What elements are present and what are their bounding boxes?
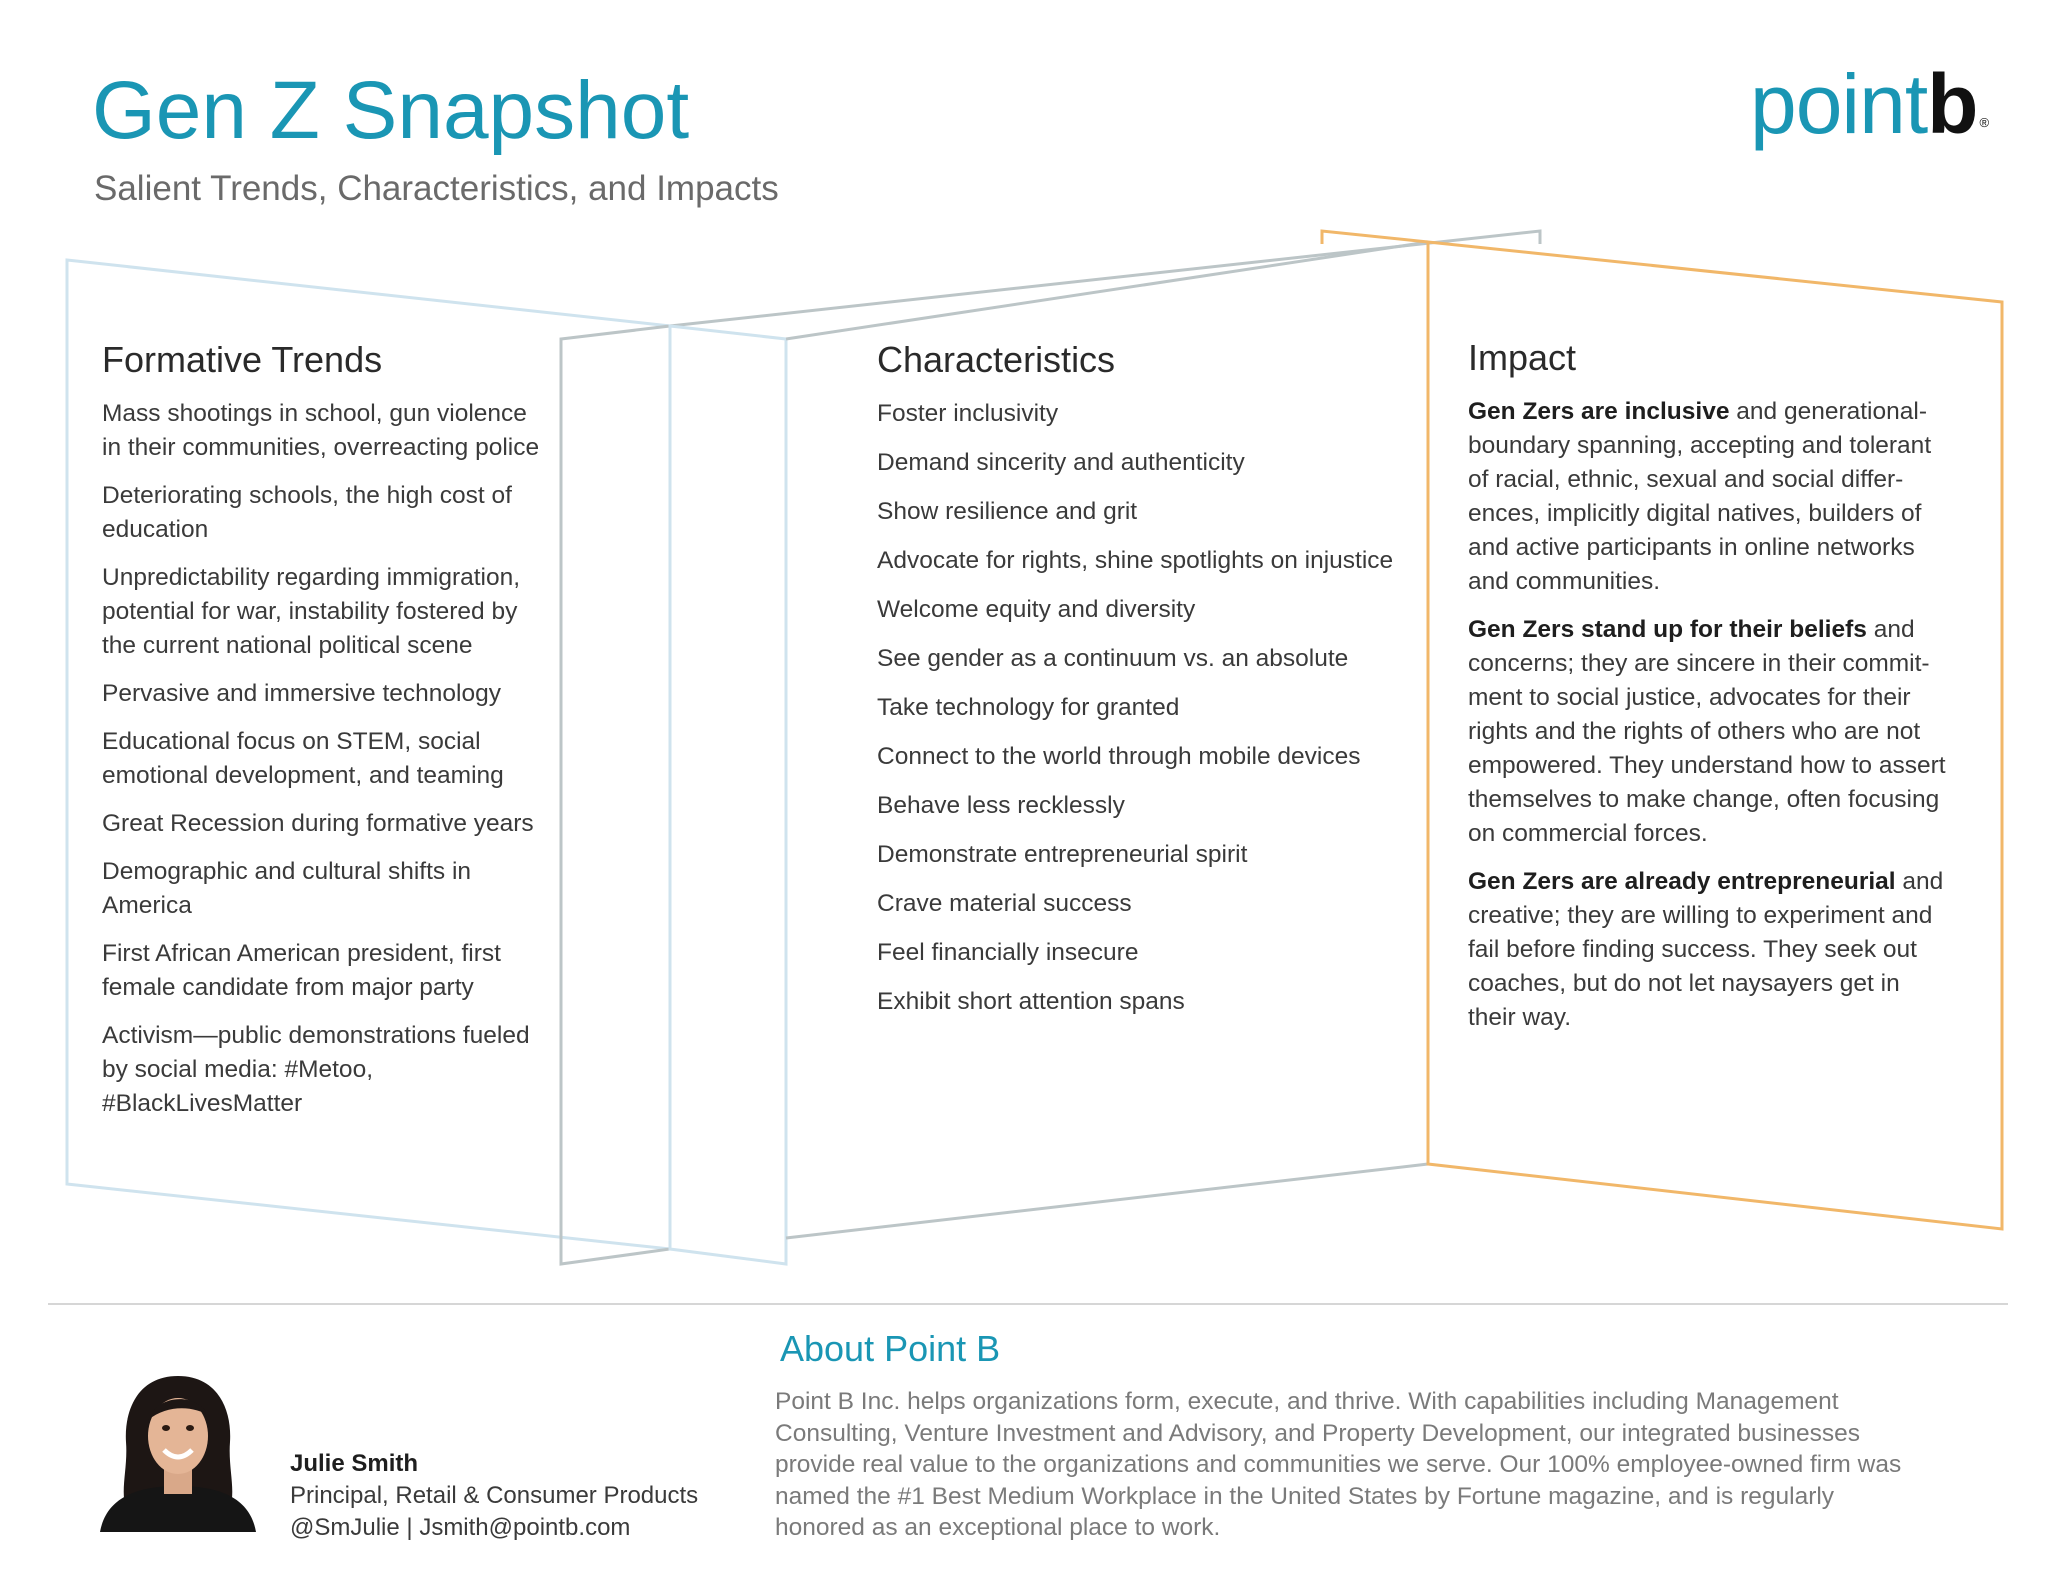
list-item: Welcome equity and diversity: [877, 596, 1196, 624]
blue-fold-frame: [670, 326, 786, 1264]
characteristics-list: [877, 397, 1397, 1019]
impact-lead: Gen Zers are already entrepreneurial: [1468, 868, 1896, 896]
about-body: Point B Inc. helps organizations form, execute, and thrive. With capabilities including Management Consulting, Venture Investment and Advisory, and Property Development, our integrated businesses provide real value to the organizations and communities we serve. Our 100% employee-owned firm was named the #1 Best Medium Workplace in the United States by Fortune magazine, and is regularly honored as an exceptional place to work.: [775, 1388, 1902, 1541]
logo-registered-mark: ®: [1979, 115, 1989, 130]
characteristics-column: [877, 338, 1397, 1034]
list-item: Activism—public demonstrations fueled by social media: #Metoo, #BlackLivesMatter: [102, 1022, 530, 1118]
page-title: Gen Z Snapshot: [92, 65, 690, 156]
impact-text: and generational-boundary spanning, accepting and tolerant of racial, ethnic, sexual and social differ-ences, implicitly digital natives, builders of and active participants in online networks and communities.: [1468, 398, 1932, 596]
center-panel-bottom: [786, 1164, 1428, 1238]
impact-heading: Impact: [1468, 337, 1577, 378]
footer-divider: [48, 1303, 2008, 1305]
list-item: Educational focus on STEM, social emotional development, and teaming: [102, 728, 504, 790]
list-item: Exhibit short attention spans: [877, 988, 1185, 1016]
list-item: Demonstrate entrepreneurial spirit: [877, 841, 1248, 869]
list-item: First African American president, first female candidate from major party: [102, 940, 501, 1002]
left-fold-frame: [561, 326, 670, 1264]
list-item: Demographic and cultural shifts in America: [102, 858, 472, 920]
list-item: Show resilience and grit: [877, 498, 1138, 526]
author-email-link[interactable]: Jsmith@pointb.com: [419, 1514, 631, 1541]
center-panel-top: [786, 242, 1428, 339]
list-item: Mass shootings in school, gun violence in their communities, overreacting police: [102, 400, 540, 462]
list-item: Foster inclusivity: [877, 400, 1059, 428]
logo-letter: b: [1927, 57, 1978, 151]
logo-word: point: [1750, 57, 1928, 151]
author-handle[interactable]: @SmJulie: [290, 1514, 400, 1541]
author-role: Principal, Retail & Consumer Products: [290, 1482, 699, 1509]
page-subtitle: Salient Trends, Characteristics, and Impacts: [94, 169, 779, 208]
author-photo: [90, 1370, 266, 1532]
list-item: Take technology for granted: [877, 694, 1180, 722]
author-name: Julie Smith: [290, 1450, 419, 1477]
list-item: Great Recession during formative years: [102, 810, 534, 838]
contact-separator: |: [399, 1514, 420, 1541]
list-item: Demand sincerity and authenticity: [877, 449, 1245, 477]
impact-text: and creative; they are willing to experiment and fail before finding success. They seek out coaches, but do not let naysayers get in their way.: [1468, 868, 1944, 1032]
formative-trends-list: [102, 397, 552, 1121]
list-item: Crave material success: [877, 890, 1132, 918]
formative-trends-heading: Formative Trends: [102, 339, 383, 380]
impact-text: and concerns; they are sincere in their commit-ment to social justice, advocates for their rights and the rights of others who are not empowered. They understand how to assert themselves to make change, often focusing on commercial forces.: [1468, 616, 1946, 848]
list-item: Unpredictability regarding immigration, potential for war, instability fostered by the current national political scene: [102, 564, 521, 660]
orange-tab-frame: [1322, 231, 1428, 244]
impact-column: [1468, 336, 1948, 1049]
impact-lead: Gen Zers stand up for their beliefs: [1468, 616, 1867, 644]
list-item: Pervasive and immersive technology: [102, 680, 501, 708]
impact-lead: Gen Zers are inclusive: [1468, 398, 1730, 426]
impact-paragraph-entrepreneurial: [1468, 865, 1948, 1035]
about-title: About Point B: [780, 1328, 1001, 1369]
formative-trends-column: [102, 338, 552, 1135]
list-item: Behave less recklessly: [877, 792, 1125, 820]
list-item: Connect to the world through mobile devices: [877, 743, 1361, 771]
list-item: Deteriorating schools, the high cost of education: [102, 482, 512, 544]
list-item: See gender as a continuum vs. an absolute: [877, 645, 1349, 673]
characteristics-heading: Characteristics: [877, 339, 1116, 380]
list-item: Feel financially insecure: [877, 939, 1139, 967]
list-item: Advocate for rights, shine spotlights on injustice: [877, 547, 1394, 575]
impact-paragraph-inclusive: [1468, 395, 1948, 599]
portrait-image: [90, 1370, 266, 1532]
impact-paragraph-beliefs: [1468, 613, 1948, 851]
author-contact: [290, 1514, 630, 1542]
